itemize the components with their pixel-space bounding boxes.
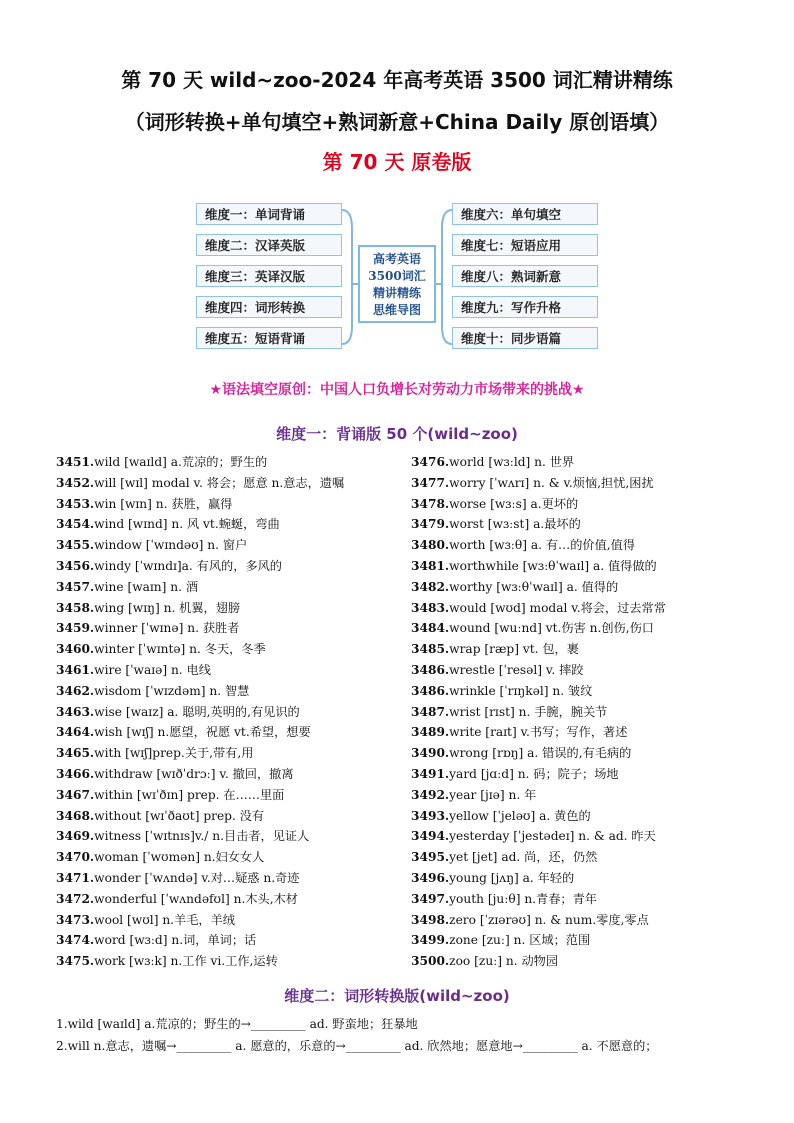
word-text: young [jʌŋ] a. 年轻的 bbox=[449, 870, 575, 885]
mindmap-center-line2: 3500词汇 bbox=[368, 269, 426, 283]
word-entry bbox=[56, 930, 416, 951]
word-number: 3451. bbox=[56, 455, 95, 469]
word-number: 3498. bbox=[411, 912, 450, 927]
word-number: 3462. bbox=[56, 683, 95, 698]
word-number: 3465. bbox=[56, 746, 95, 761]
section-heading-2: 维度二：词形转换版(wild~zoo) bbox=[284, 987, 510, 1005]
word-text: wool [wʊl] n.羊毛，羊绒 bbox=[94, 912, 235, 927]
word-entry bbox=[56, 598, 416, 619]
word-text: within [wɪˈðɪn] prep. 在……里面 bbox=[94, 787, 285, 802]
word-text: wrap [ræp] vt. 包，裹 bbox=[449, 642, 579, 657]
word-number: 3483. bbox=[411, 600, 450, 615]
word-entry bbox=[411, 889, 771, 910]
word-number: 3497. bbox=[411, 891, 450, 906]
word-text: worthy [wɜːθˈwaɪl] a. 值得的 bbox=[449, 579, 619, 594]
word-number: 3494. bbox=[411, 829, 450, 844]
word-text: will [wɪl] modal v. 将会；愿意 n.意志，遗嘱 bbox=[94, 475, 345, 490]
word-text: word [wɜːd] n.词，单词；话 bbox=[94, 933, 257, 948]
word-number: 3468. bbox=[56, 808, 95, 823]
word-text: wine [waɪn] n. 酒 bbox=[94, 579, 199, 594]
mindmap-center-line1: 高考英语 bbox=[372, 252, 421, 266]
word-text: yet [jet] ad. 尚，还，仍然 bbox=[449, 850, 598, 865]
word-text: win [wɪn] n. 获胜，赢得 bbox=[94, 496, 233, 511]
mind-map bbox=[196, 198, 598, 356]
word-number: 3471. bbox=[56, 870, 95, 885]
word-entry bbox=[411, 514, 771, 535]
word-text: withdraw [wɪðˈdrɔː] v. 撤回，撤离 bbox=[94, 766, 294, 781]
word-text: worse [wɜːs] a.更坏的 bbox=[449, 496, 579, 511]
word-entry bbox=[56, 889, 416, 910]
word-number: 3485. bbox=[411, 642, 450, 657]
word-text: witness [ˈwɪtnɪs]v./ n.目击者，见证人 bbox=[94, 829, 310, 844]
mindmap-center bbox=[358, 245, 436, 323]
word-number: 3460. bbox=[56, 642, 95, 657]
word-text: window [ˈwɪndəʊ] n. 窗户 bbox=[94, 538, 248, 553]
mindmap-center-line4: 思维导图 bbox=[372, 303, 421, 317]
word-number: 3459. bbox=[56, 621, 95, 636]
word-text: wire [ˈwaɪə] n. 电线 bbox=[94, 662, 211, 677]
word-number: 3479. bbox=[411, 517, 450, 532]
word-entry bbox=[56, 764, 416, 785]
word-text: would [wʊd] modal v.将会，过去常常 bbox=[449, 600, 666, 615]
word-text: worry [ˈwʌrɪ] n. & v.烦恼,担忧,困扰 bbox=[449, 475, 654, 490]
word-entry bbox=[411, 930, 771, 951]
word-text: yesterday [ˈjestədeɪ] n. & ad. 昨天 bbox=[449, 829, 656, 844]
word-number: 3482. bbox=[411, 579, 450, 594]
word-number: 3474. bbox=[56, 933, 95, 948]
word-entry bbox=[56, 473, 416, 494]
word-number: 3496. bbox=[411, 870, 450, 885]
word-text: winner [ˈwɪnə] n. 获胜者 bbox=[94, 621, 240, 636]
mindmap-right-4: 维度九：写作升格 bbox=[452, 296, 598, 318]
word-text: worth [wɜːθ] a. 有…的价值,值得 bbox=[449, 538, 636, 553]
word-text: wise [waɪz] a. 聪明,英明的,有见识的 bbox=[94, 704, 300, 719]
mindmap-right-3: 维度八：熟词新意 bbox=[452, 265, 598, 287]
mindmap-left-2: 维度二：汉译英版 bbox=[196, 234, 342, 256]
word-entry bbox=[56, 847, 416, 868]
word-entry bbox=[56, 514, 416, 535]
word-entry bbox=[411, 702, 771, 723]
word-entry bbox=[56, 535, 416, 556]
word-text: woman [ˈwʊmən] n.妇女女人 bbox=[94, 850, 265, 865]
word-number: 3467. bbox=[56, 787, 95, 802]
word-text: yard [jɑːd] n. 码；院子；场地 bbox=[449, 766, 619, 781]
word-number: 3464. bbox=[56, 725, 95, 740]
word-number: 3473. bbox=[56, 912, 95, 927]
word-entry bbox=[411, 743, 771, 764]
word-text: wish [wɪʃ] n.愿望，祝愿 vt.希望，想要 bbox=[94, 725, 311, 740]
word-number: 3486. bbox=[411, 662, 450, 677]
word-number: 3481. bbox=[411, 558, 450, 573]
word-number: 3452. bbox=[56, 475, 95, 490]
word-entry bbox=[56, 577, 416, 598]
word-number: 3493. bbox=[411, 808, 450, 823]
word-entry bbox=[411, 722, 771, 743]
word-entry bbox=[56, 452, 416, 473]
word-text: write [raɪt] v.书写；写作，著述 bbox=[449, 725, 628, 740]
word-entry bbox=[411, 785, 771, 806]
word-number: 3472. bbox=[56, 891, 95, 906]
word-text: work [wɜːk] n.工作 vi.工作,运转 bbox=[94, 954, 278, 969]
word-entry bbox=[411, 556, 771, 577]
word-entry bbox=[56, 722, 416, 743]
mindmap-left-5: 维度五：短语背诵 bbox=[196, 327, 342, 349]
word-text: wild [waɪld] a.荒凉的；野生的 bbox=[94, 455, 268, 469]
word-entry bbox=[411, 806, 771, 827]
word-number: 3499. bbox=[411, 933, 450, 948]
word-number: 3456. bbox=[56, 558, 95, 573]
word-number: 3492. bbox=[411, 787, 450, 802]
word-number: 3487. bbox=[411, 704, 450, 719]
word-entry bbox=[56, 618, 416, 639]
word-entry bbox=[56, 826, 416, 847]
word-number: 3480. bbox=[411, 538, 450, 553]
word-entry bbox=[411, 577, 771, 598]
mindmap-right-1: 维度六：单句填空 bbox=[452, 203, 598, 225]
document-title-line2: （词形转换+单句填空+熟词新意+China Daily 原创语填） bbox=[124, 110, 670, 134]
word-entry bbox=[411, 764, 771, 785]
word-entry bbox=[411, 535, 771, 556]
word-entry bbox=[56, 785, 416, 806]
word-entry bbox=[56, 702, 416, 723]
word-text: world [wɜːld] n. 世界 bbox=[449, 455, 575, 469]
exercise-line-1: 1.wild [waɪld] a.荒凉的；野生的→_________ ad. 野蛮地；狂暴地 bbox=[56, 1017, 418, 1031]
word-entry bbox=[411, 826, 771, 847]
word-entry bbox=[56, 681, 416, 702]
word-number: 3453. bbox=[56, 496, 95, 511]
word-entry bbox=[411, 847, 771, 868]
word-entry bbox=[56, 639, 416, 660]
word-text: wisdom [ˈwɪzdəm] n. 智慧 bbox=[94, 683, 250, 698]
word-number: 3470. bbox=[56, 850, 95, 865]
mindmap-left-1: 维度一：单词背诵 bbox=[196, 203, 342, 225]
word-text: worst [wɜːst] a.最坏的 bbox=[449, 517, 581, 532]
word-text: wound [wuːnd] vt.伤害 n.创伤,伤口 bbox=[449, 621, 654, 636]
word-entry bbox=[56, 494, 416, 515]
word-number: 3455. bbox=[56, 538, 95, 553]
word-number: 3484. bbox=[411, 621, 450, 636]
word-list-left bbox=[56, 452, 416, 972]
word-entry bbox=[56, 806, 416, 827]
word-text: with [wɪʃ]prep.关于,带有,用 bbox=[94, 746, 254, 761]
word-text: worthwhile [wɜːθˈwaɪl] a. 值得做的 bbox=[449, 558, 657, 573]
word-text: winter [ˈwɪntə] n. 冬天，冬季 bbox=[94, 642, 266, 657]
document-title-line1: 第 70 天 wild~zoo-2024 年高考英语 3500 词汇精讲精练 bbox=[121, 68, 673, 92]
word-number: 3486. bbox=[411, 683, 450, 698]
word-entry bbox=[411, 910, 771, 931]
grammar-banner: ★语法填空原创：中国人口负增长对劳动力市场带来的挑战★ bbox=[209, 382, 585, 398]
word-number: 3491. bbox=[411, 766, 450, 781]
mindmap-right-2: 维度七：短语应用 bbox=[452, 234, 598, 256]
word-number: 3454. bbox=[56, 517, 95, 532]
word-number: 3478. bbox=[411, 496, 450, 511]
word-list-right bbox=[411, 452, 771, 972]
word-number: 3458. bbox=[56, 600, 95, 615]
mindmap-left-3: 维度三：英译汉版 bbox=[196, 265, 342, 287]
word-entry bbox=[411, 660, 771, 681]
word-text: wrong [rɒŋ] a. 错误的,有毛病的 bbox=[449, 746, 632, 761]
word-entry bbox=[56, 660, 416, 681]
word-text: windy [ˈwɪndɪ]a. 有风的，多风的 bbox=[94, 558, 282, 573]
word-text: wonder [ˈwʌndə] v.对…疑惑 n.奇迹 bbox=[94, 870, 300, 885]
word-text: wonderful [ˈwʌndəfʊl] n.木头,木材 bbox=[94, 891, 298, 906]
word-text: yellow [ˈjeləʊ] a. 黄色的 bbox=[449, 808, 591, 823]
mindmap-left-4: 维度四：词形转换 bbox=[196, 296, 342, 318]
word-text: zone [zuː] n. 区域；范围 bbox=[449, 933, 591, 948]
word-entry bbox=[411, 452, 771, 473]
word-number: 3500. bbox=[411, 954, 450, 969]
word-number: 3463. bbox=[56, 704, 95, 719]
exercise-line-2: 2.will n.意志，遗嘱→_________ a. 愿意的，乐意的→_________ ad. 欣然地；愿意地→_________ a. 不愿意的； bbox=[56, 1039, 658, 1053]
word-entry bbox=[411, 951, 771, 972]
word-text: wing [wɪŋ] n. 机翼，翅膀 bbox=[94, 600, 241, 615]
word-number: 3475. bbox=[56, 954, 95, 969]
word-entry bbox=[411, 639, 771, 660]
word-text: wrist [rɪst] n. 手腕，腕关节 bbox=[449, 704, 608, 719]
word-number: 3490. bbox=[411, 746, 450, 761]
word-number: 3489. bbox=[411, 725, 450, 740]
word-number: 3457. bbox=[56, 579, 95, 594]
word-number: 3495. bbox=[411, 850, 450, 865]
word-text: without [wɪˈðaʊt] prep. 没有 bbox=[94, 808, 265, 823]
word-number: 3461. bbox=[56, 662, 95, 677]
mindmap-center-line3: 精讲精练 bbox=[372, 286, 421, 300]
word-entry bbox=[411, 868, 771, 889]
word-entry bbox=[56, 868, 416, 889]
document-subtitle: 第 70 天 原卷版 bbox=[322, 150, 472, 174]
section-heading-1: 维度一：背诵版 50 个(wild~zoo) bbox=[276, 425, 518, 443]
word-entry bbox=[56, 556, 416, 577]
word-entry bbox=[56, 743, 416, 764]
word-text: year [jɪə] n. 年 bbox=[449, 787, 537, 802]
word-number: 3466. bbox=[56, 766, 95, 781]
word-entry bbox=[411, 681, 771, 702]
word-entry bbox=[56, 951, 416, 972]
word-text: wrinkle [ˈrɪŋkəl] n. 皱纹 bbox=[449, 683, 593, 698]
word-text: zoo [zuː] n. 动物园 bbox=[449, 954, 559, 969]
word-entry bbox=[411, 618, 771, 639]
word-entry bbox=[56, 910, 416, 931]
word-entry bbox=[411, 598, 771, 619]
word-number: 3469. bbox=[56, 829, 95, 844]
word-text: wind [wɪnd] n. 风 vt.蜿蜒，弯曲 bbox=[94, 517, 280, 532]
word-number: 3477. bbox=[411, 475, 450, 490]
word-text: zero [ˈzɪərəʊ] n. & num.零度,零点 bbox=[449, 912, 649, 927]
word-entry bbox=[411, 494, 771, 515]
mindmap-right-5: 维度十：同步语篇 bbox=[452, 327, 598, 349]
word-number: 3476. bbox=[411, 455, 450, 469]
word-text: youth [juːθ] n.青春；青年 bbox=[449, 891, 597, 906]
word-text: wrestle [ˈresəl] v. 摔跤 bbox=[449, 662, 584, 677]
word-entry bbox=[411, 473, 771, 494]
